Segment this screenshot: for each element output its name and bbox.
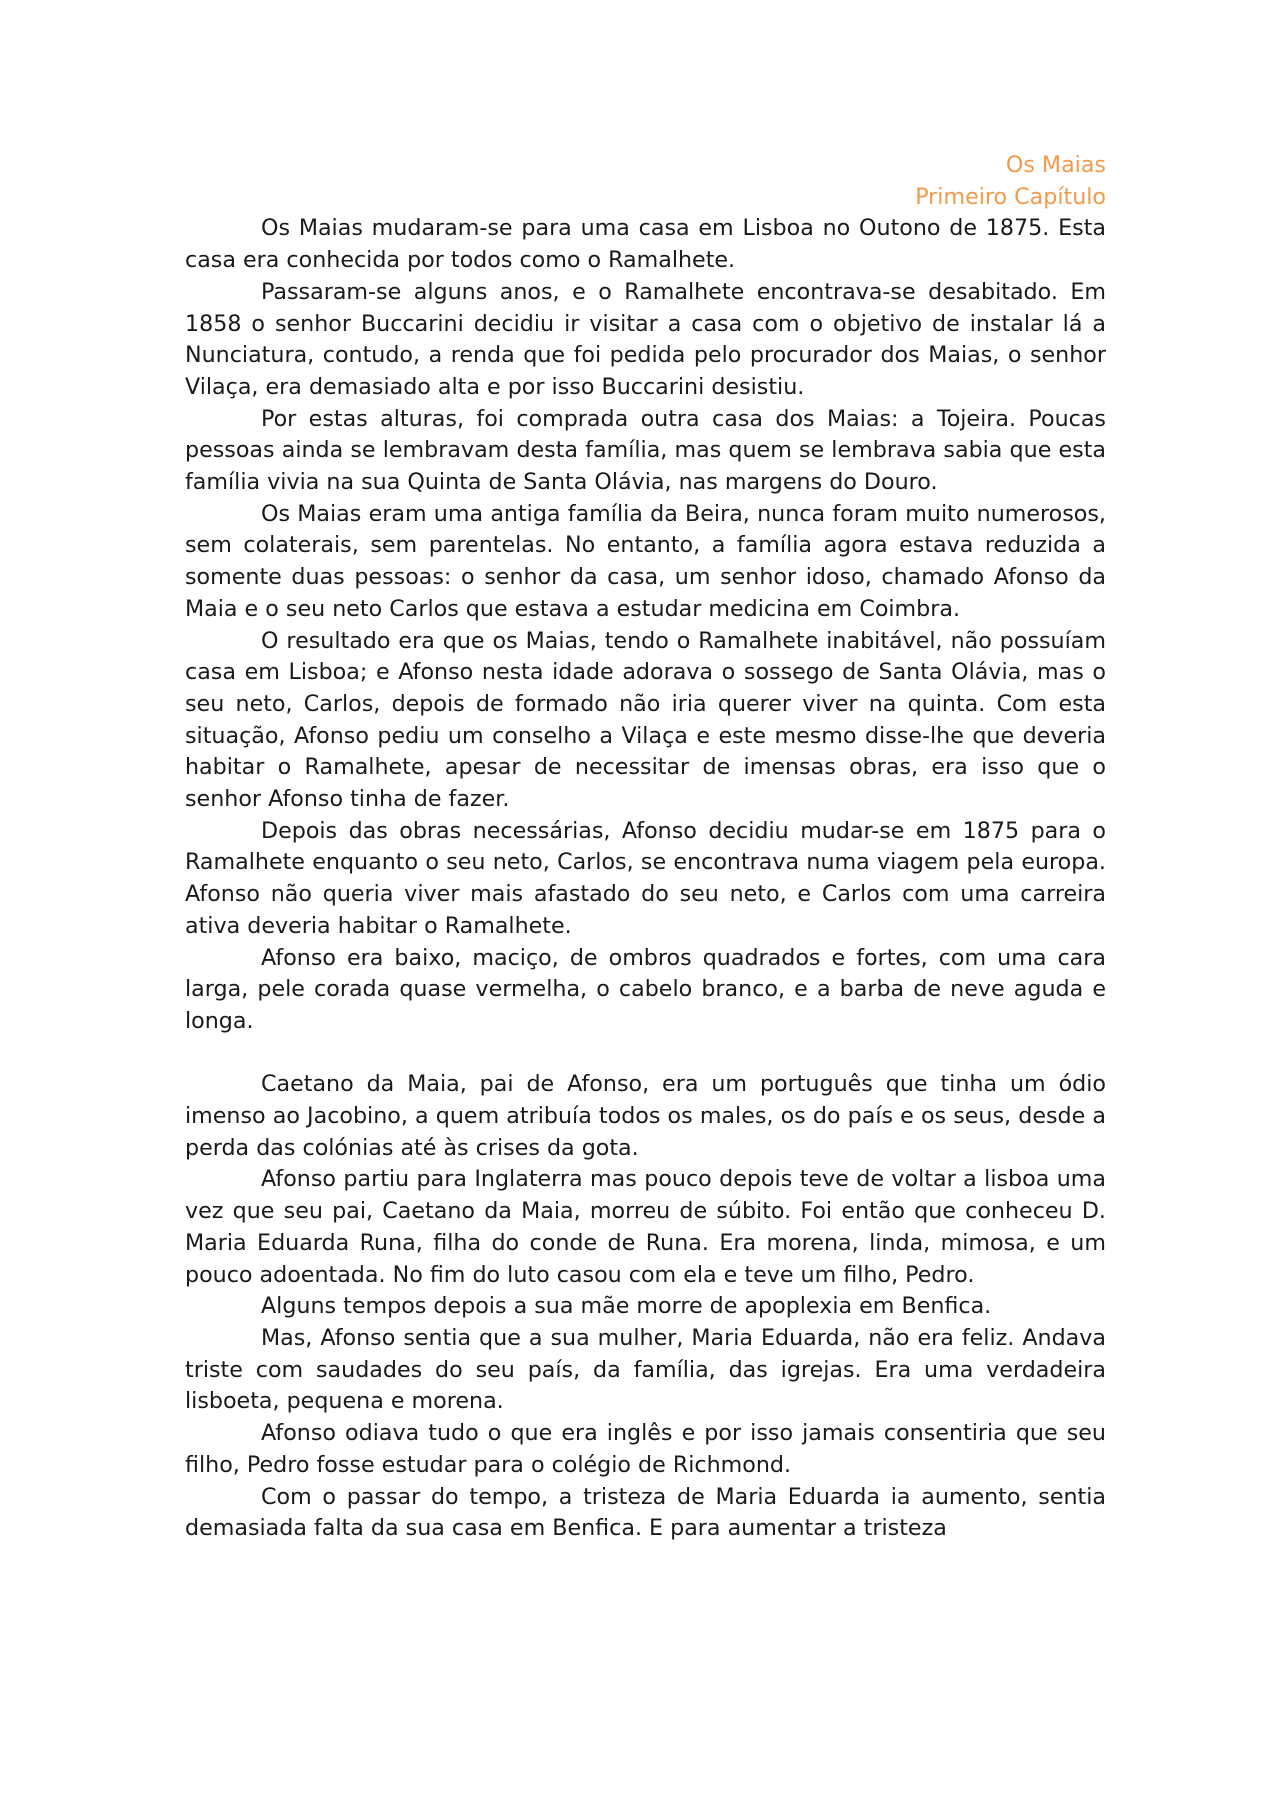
blank-line xyxy=(185,1038,1106,1070)
paragraph-4: Os Maias eram uma antiga família da Beira, nunca foram muito numerosos, sem colaterais, sem parentelas. No entanto, a família agora estava reduzida a somente duas pessoas: o senhor da casa, um senhor idoso, chamado Afonso da Maia e o seu neto Carlos que estava a estudar medicina em Coimbra. xyxy=(185,500,1106,622)
paragraph-3: Por estas alturas, foi comprada outra casa dos Maias: a Tojeira. Poucas pessoas ainda se lembravam desta família, mas quem se lembrava sabia que esta família vivia na sua Quinta de Santa Olávia, nas margens do Douro. xyxy=(185,405,1106,496)
paragraph-7: Afonso era baixo, maciço, de ombros quadrados e fortes, com uma cara larga, pele corada quase vermelha, o cabelo branco, e a barba de neve aguda e longa. xyxy=(185,944,1106,1034)
chapter-subtitle: Primeiro Capítulo xyxy=(915,183,1106,210)
paragraph-12: Afonso odiava tudo o que era inglês e por isso jamais consentiria que seu filho, Pedro fosse estudar para o colégio de Richmond. xyxy=(185,1420,1106,1478)
paragraph-10: Alguns tempos depois a sua mãe morre de apoplexia em Benfica. xyxy=(261,1293,992,1320)
paragraph-13: Com o passar do tempo, a tristeza de Maria Eduarda ia aumento, sentia demasiada falta da sua casa em Benfica. E para aumentar a tristeza xyxy=(185,1483,1106,1542)
paragraph-6: Depois das obras necessárias, Afonso decidiu mudar-se em 1875 para o Ramalhete enquanto o seu neto, Carlos, se encontrava numa viagem pela europa. Afonso não queria viver mais afastado do seu neto, e Carlos com uma carreira ativa deveria habitar o Ramalhete. xyxy=(185,817,1106,939)
document-title: Os Maias xyxy=(1005,152,1106,178)
paragraph-9: Afonso partiu para Inglaterra mas pouco depois teve de voltar a lisboa uma vez que seu pai, Caetano da Maia, morreu de súbito. Foi então que conheceu D. Maria Eduarda Runa, filha do conde de Runa. Era morena, linda, mimosa, e um pouco adoentada. No fim do luto casou com ela e teve um filho, Pedro. xyxy=(185,1166,1106,1288)
document-page xyxy=(185,150,1106,1545)
paragraph-5: O resultado era que os Maias, tendo o Ramalhete inabitável, não possuíam casa em Lisboa; e Afonso nesta idade adorava o sossego de Santa Olávia, mas o seu neto, Carlos, depois de formado não iria querer viver na quinta. Com esta situação, Afonso pediu um conselho a Vilaça e este mesmo disse-lhe que deveria habitar o Ramalhete, apesar de necessitar de imensas obras, era isso que o senhor Afonso tinha de fazer. xyxy=(185,627,1106,813)
paragraph-11: Mas, Afonso sentia que a sua mulher, Maria Eduarda, não era feliz. Andava triste com saudades do seu país, da família, das igrejas. Era uma verdadeira lisboeta, pequena e morena. xyxy=(185,1325,1106,1415)
paragraph-8: Caetano da Maia, pai de Afonso, era um português que tinha um ódio imenso ao Jacobino, a quem atribuía todos os males, os do país e os seus, desde a perda das colónias até às crises da gota. xyxy=(185,1071,1106,1161)
paragraph-1: Os Maias mudaram-se para uma casa em Lisboa no Outono de 1875. Esta casa era conhecida por todos como o Ramalhete. xyxy=(185,215,1106,274)
paragraph-2: Passaram-se alguns anos, e o Ramalhete encontrava-se desabitado. Em 1858 o senhor Buccarini decidiu ir visitar a casa com o objetivo de instalar lá a Nunciatura, contudo, a renda que foi pedida pelo procurador dos Maias, o senhor Vilaça, era demasiado alta e por isso Buccarini desistiu. xyxy=(185,278,1106,400)
